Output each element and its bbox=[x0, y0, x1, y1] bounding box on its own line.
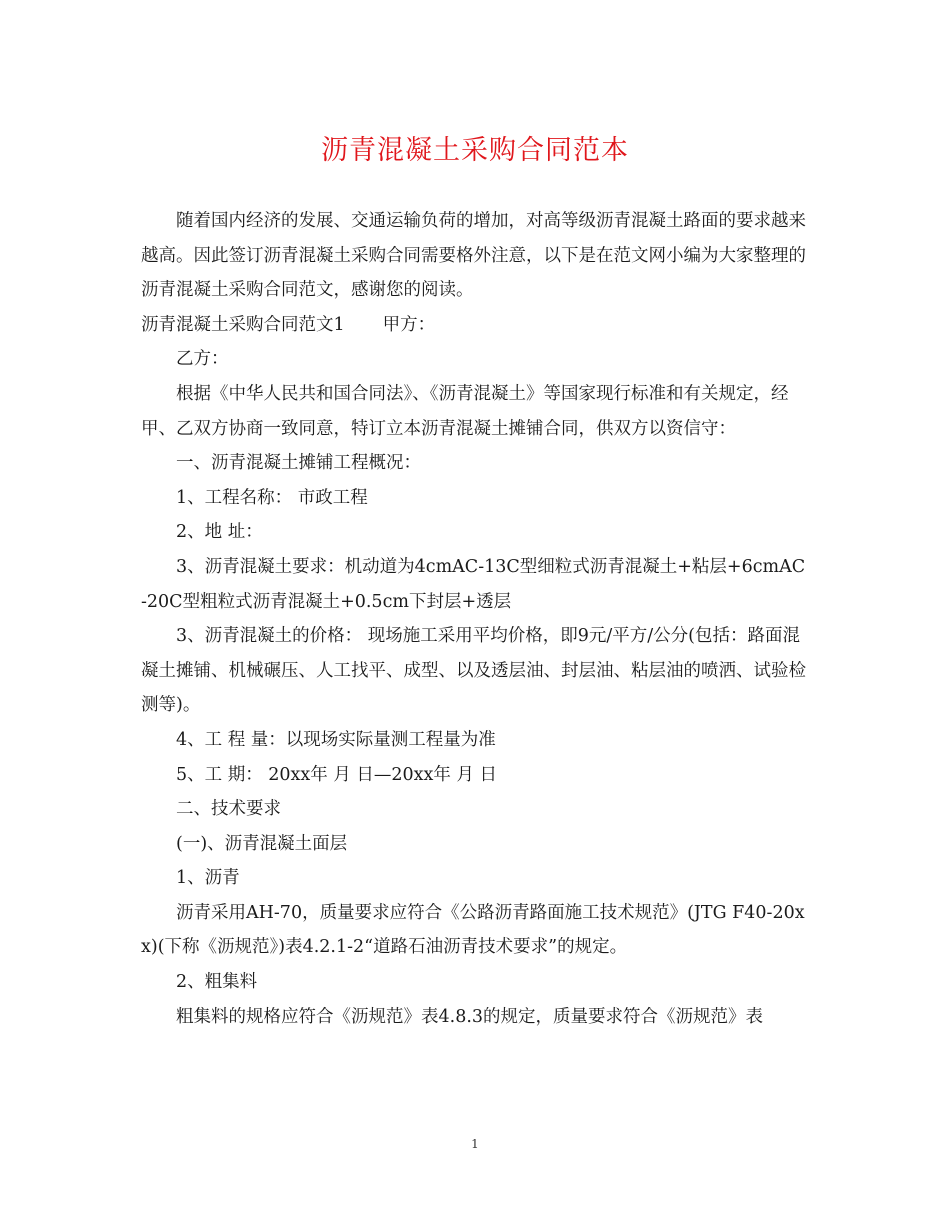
section-heading: 一、沥青混凝土摊铺工程概况： bbox=[176, 453, 421, 474]
document-body bbox=[141, 204, 809, 1034]
contract-sample-label: 沥青混凝土采购合同范文1 bbox=[141, 314, 345, 335]
list-item: 5、工 期： 20xx年 月 日—20xx年 月 日 bbox=[176, 764, 498, 785]
section-heading: 二、技术要求 bbox=[176, 799, 281, 820]
list-item: 3、沥青混凝土要求：机动道为4cmAC-13C型细粒式沥青混凝土+粘层+6cmAC-20C型粗粒式沥青混凝土+0.5cm下封层+透层 bbox=[141, 556, 806, 612]
page-number: 1 bbox=[471, 1137, 479, 1151]
legal-basis-paragraph: 根据《中华人民共和国合同法》、《沥青混凝土》等国家现行标准和有关规定，经甲、乙双方协商一致同意，特订立本沥青混凝土摊铺合同，供双方以资信守： bbox=[141, 383, 789, 439]
list-item: 3、沥青混凝土的价格： 现场施工采用平均价格，即9元/平方/公分(包括：路面混凝土摊铺、机械碾压、人工找平、成型、以及透层油、封层油、粘层油的喷洒、试验检测等)。 bbox=[141, 626, 806, 716]
contract-heading-line bbox=[141, 308, 809, 343]
list-item: 1、工程名称： 市政工程 bbox=[176, 487, 368, 508]
body-paragraph: 粗集料的规格应符合《沥规范》表4.8.3的规定，质量要求符合《沥规范》表 bbox=[176, 1006, 764, 1027]
intro-paragraph: 随着国内经济的发展、交通运输负荷的增加，对高等级沥青混凝土路面的要求越来越高。因此签订沥青混凝土采购合同需要格外注意，以下是在范文网小编为大家整理的沥青混凝土采购合同范文，感谢您的阅读。 bbox=[141, 211, 806, 301]
body-paragraph: 沥青采用AH-70，质量要求应符合《公路沥青路面施工技术规范》(JTG F40-20xx)(下称《沥规范》)表4.2.1-2“道路石油沥青技术要求”的规定。 bbox=[141, 902, 805, 958]
party-b-label: 乙方： bbox=[176, 349, 229, 370]
list-item: 2、粗集料 bbox=[176, 972, 258, 993]
party-a-label: 甲方： bbox=[382, 314, 436, 335]
document-title: 沥青混凝土采购合同范本 bbox=[321, 135, 629, 166]
list-item: 1、沥青 bbox=[176, 868, 240, 889]
list-item: 4、工 程 量：以现场实际量测工程量为准 bbox=[176, 729, 496, 750]
list-item: 2、地 址： bbox=[176, 522, 263, 543]
subsection-heading: (一)、沥青混凝土面层 bbox=[176, 833, 348, 854]
